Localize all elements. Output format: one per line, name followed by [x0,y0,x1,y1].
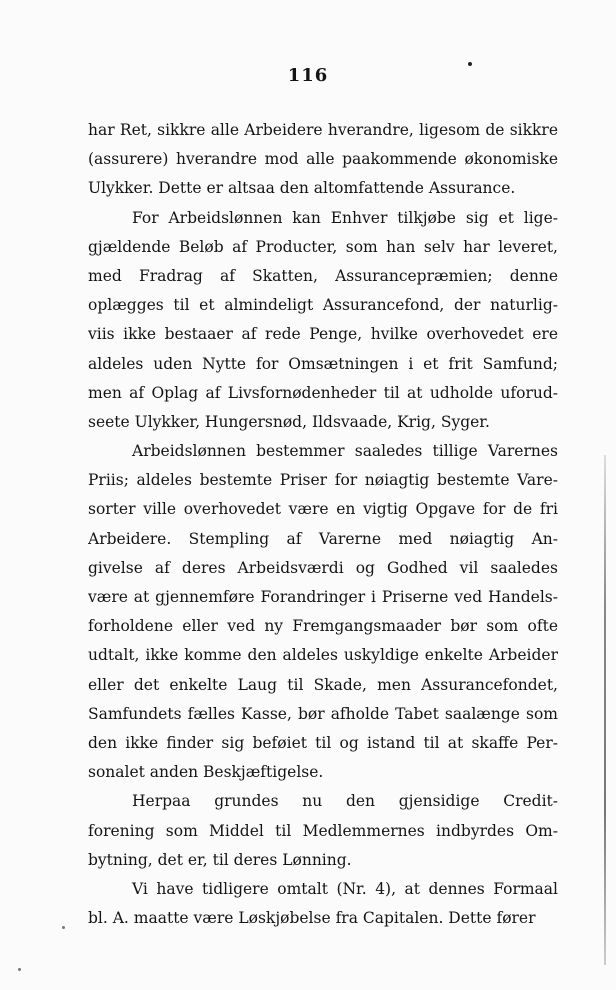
text-line: seete Ulykker, Hungersnød, Ildsvaade, Krig, Syger. [88,412,490,431]
text-line: Ulykker. Dette er altsaa den altomfattende Assurance. [88,179,516,198]
text-line: sorter ville overhovedet være en vigtig Opgave for de fri [88,500,558,519]
body-text [88,116,558,933]
text-line: bytning, det er, til deres Lønning. [88,850,352,869]
text-line: gjældende Beløb af Producter, som han selv har leveret, [88,237,558,256]
text-line: forholdene eller ved ny Fremgangsmaader bør som ofte [88,617,558,636]
paragraph [88,875,558,933]
text-line: den ikke finder sig beføiet til og istand til at skaffe Per- [88,733,558,752]
text-line: viis ikke bestaaer af rede Penge, hvilke overhovedet ere [88,325,558,344]
ink-speck [18,968,21,971]
text-line: Samfundets fælles Kasse, bør afholde Tabet saalænge som [88,704,558,723]
text-line: givelse af deres Arbeidsværdi og Godhed vil saaledes [88,558,558,577]
ink-dot [468,62,472,66]
text-line: forening som Middel til Medlemmernes indbyrdes Om- [88,821,558,840]
text-line: med Fradrag af Skatten, Assurancepræmien; denne [88,266,558,285]
text-line: aldeles uden Nytte for Omsætningen i et frit Samfund; [88,354,558,373]
text-line: udtalt, ikke komme den aldeles uskyldige enkelte Arbeider [88,646,558,665]
text-line: men af Oplag af Livsfornødenheder til at udholde uforud- [88,383,558,402]
text-line: (assurere) hverandre mod alle paakommende økonomiske [88,150,558,169]
paragraph [88,116,558,204]
text-line: Arbeidslønnen bestemmer saaledes tillige Varernes [132,442,558,461]
ink-speck [62,926,65,929]
text-line: oplægges til et almindeligt Assurancefond, der naturlig- [88,296,558,315]
text-line: være at gjennemføre Forandringer i Priserne ved Handels- [88,588,558,606]
page-edge-shadow [604,455,606,965]
text-line: har Ret, sikkre alle Arbeidere hverandre, ligesom de sikkre [88,121,558,139]
paragraph [88,787,558,875]
text-line: Priis; aldeles bestemte Priser for nøiagtig bestemte Vare- [88,471,558,490]
text-line: For Arbeidslønnen kan Enhver tilkjøbe sig et lige- [132,208,558,227]
text-line: sonalet anden Beskjæftigelse. [88,763,324,782]
page-number: 116 [287,65,329,86]
paragraph [88,204,558,438]
text-line: Herpaa grundes nu den gjensidige Credit- [132,792,558,811]
text-line: Vi have tidligere omtalt (Nr. 4), at dennes Formaal [132,879,558,898]
paragraph [88,437,558,787]
text-line: Arbeidere. Stempling af Varerne med nøiagtig An- [88,529,558,548]
text-line: eller det enkelte Laug til Skade, men Assurancefondet, [88,675,558,694]
text-line: bl. A. maatte være Løskjøbelse fra Capitalen. Dette fører [88,909,536,928]
